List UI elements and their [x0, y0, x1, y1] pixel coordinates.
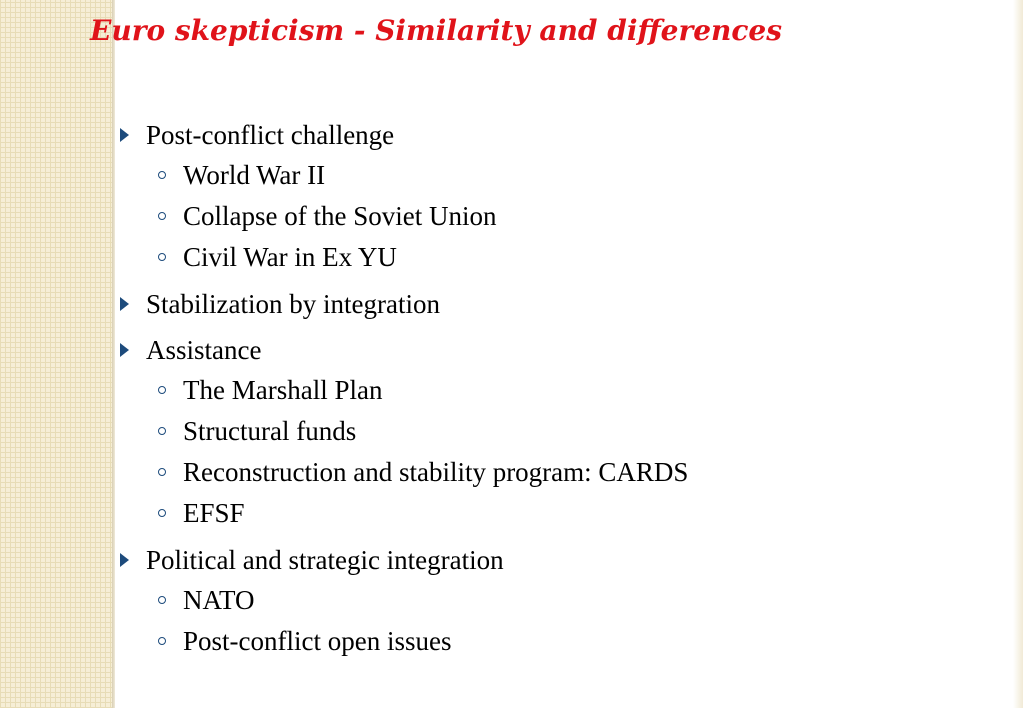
sub-bullet-item: [118, 411, 1003, 452]
arrow-right-icon: [120, 553, 129, 567]
decorative-right-edge: [1013, 0, 1023, 708]
sub-bullet-text: Civil War in Ex YU: [183, 242, 397, 272]
bullet-list: [118, 115, 1003, 662]
slide-title: Euro skepticism - Similarity and differences: [90, 14, 783, 47]
bullet-item: [118, 115, 1003, 155]
ring-icon: [158, 427, 166, 435]
ring-icon: [158, 596, 166, 604]
arrow-right-icon: [120, 297, 129, 311]
ring-icon: [158, 509, 166, 517]
bullet-item: [118, 330, 1003, 370]
sub-bullet-text: EFSF: [183, 498, 245, 528]
sub-bullet-item: [118, 580, 1003, 621]
ring-icon: [158, 468, 166, 476]
sub-bullet-item: [118, 196, 1003, 237]
bullet-text: Post-conflict challenge: [146, 120, 395, 150]
arrow-right-icon: [120, 128, 129, 142]
sub-bullet-item: [118, 621, 1003, 662]
ring-icon: [158, 212, 166, 220]
ring-icon: [158, 171, 166, 179]
sub-bullet-item: [118, 155, 1003, 196]
sub-bullet-text: The Marshall Plan: [183, 375, 383, 405]
bullet-text: Assistance: [146, 335, 262, 365]
sub-bullet-text: Post-conflict open issues: [183, 626, 452, 656]
sub-bullet-text: World War II: [183, 160, 326, 190]
arrow-right-icon: [120, 343, 129, 357]
band-divider: [112, 0, 115, 708]
bullet-item: [118, 540, 1003, 580]
decorative-left-band: [0, 0, 112, 708]
sub-bullet-text: NATO: [183, 585, 255, 615]
bullet-text: Political and strategic integration: [146, 545, 504, 575]
sub-bullet-text: Collapse of the Soviet Union: [183, 201, 497, 231]
sub-bullet-item: [118, 493, 1003, 534]
sub-bullet-item: [118, 370, 1003, 411]
bullet-text: Stabilization by integration: [146, 289, 440, 319]
sub-bullet-text: Structural funds: [183, 416, 357, 446]
sub-bullet-item: [118, 237, 1003, 278]
ring-icon: [158, 253, 166, 261]
sub-bullet-text: Reconstruction and stability program: CARDS: [183, 457, 689, 487]
bullet-item: [118, 284, 1003, 324]
sub-bullet-item: [118, 452, 1003, 493]
ring-icon: [158, 386, 166, 394]
ring-icon: [158, 637, 166, 645]
